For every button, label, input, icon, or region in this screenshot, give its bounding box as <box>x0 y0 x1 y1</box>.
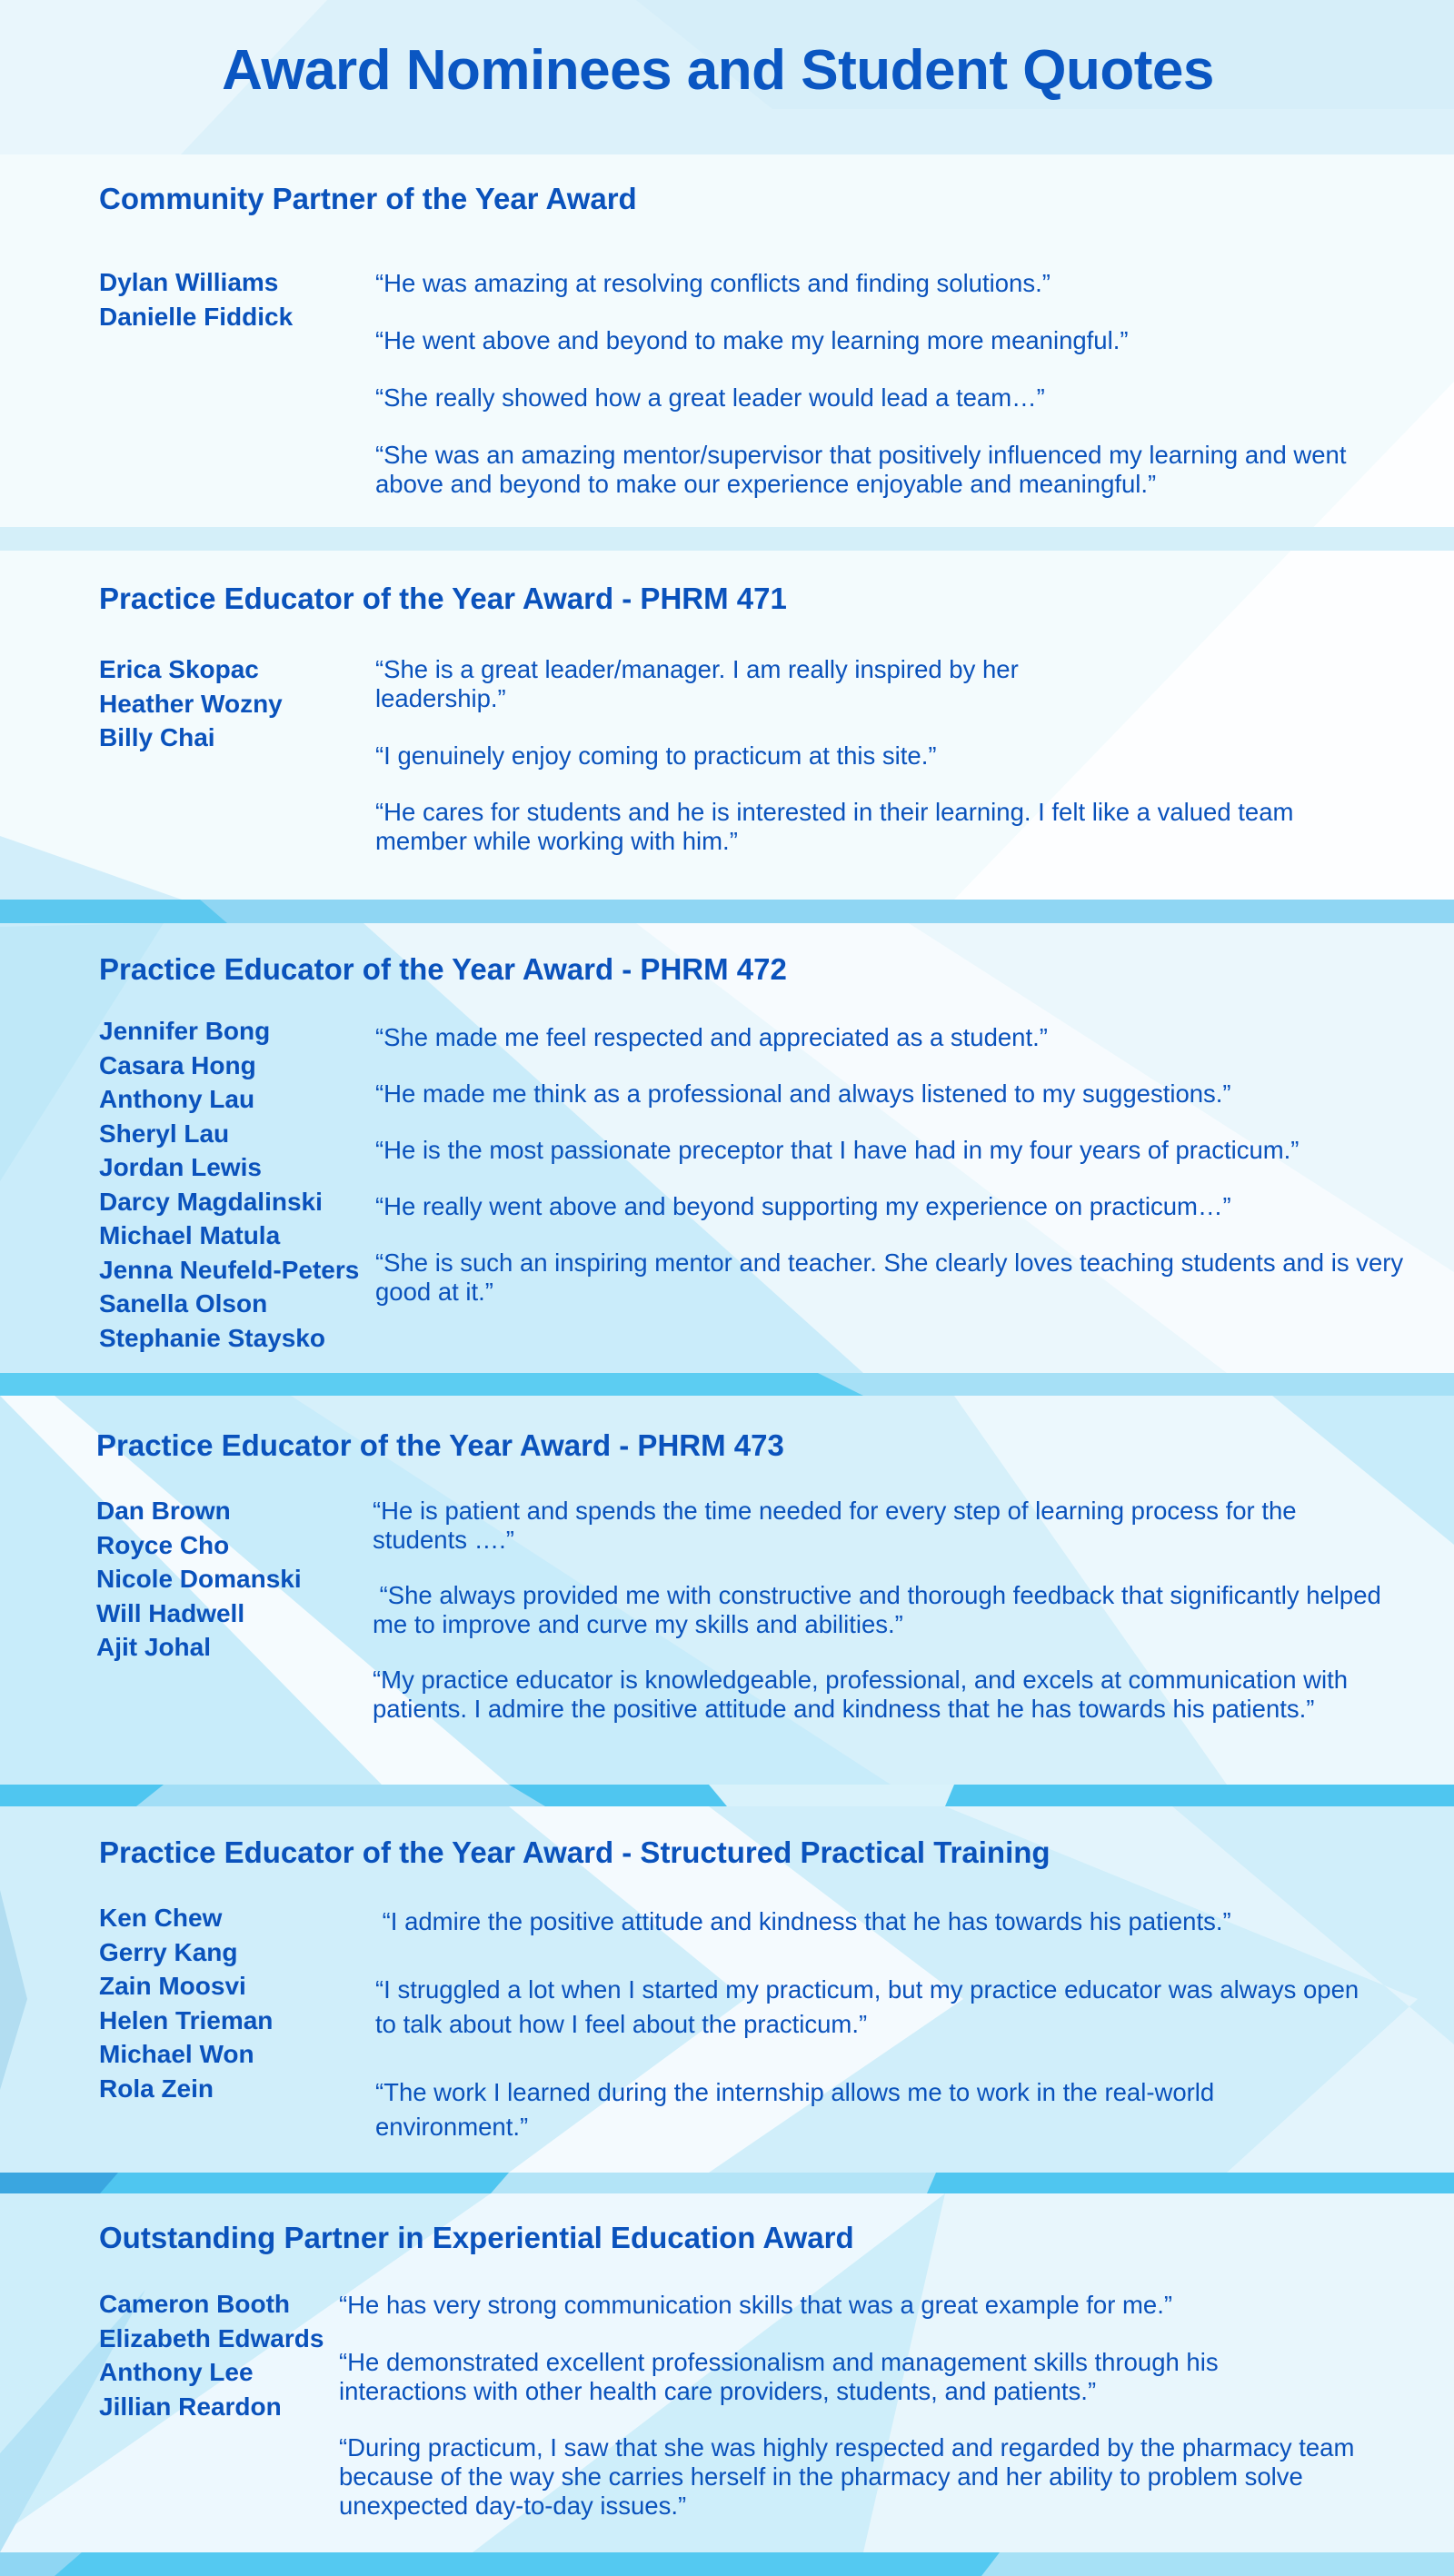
nominee-name: Elizabeth Edwards <box>99 2323 324 2352</box>
nominee-name: Jennifer Bong <box>99 1017 271 1045</box>
student-quote: “She made me feel respected and appreciated as a student.” <box>375 1023 1048 1051</box>
nominee-name: Cameron Booth <box>99 2290 290 2318</box>
award-section-structured-practical-training <box>0 1806 1454 2173</box>
nominee-name: Michael Matula <box>99 1221 281 1249</box>
student-quote: “He is the most passionate preceptor that I have had in my four years of practicum.” <box>375 1136 1300 1164</box>
section-title: Outstanding Partner in Experiential Education Award <box>99 2221 854 2254</box>
page-title: Award Nominees and Student Quotes <box>222 39 1214 102</box>
nominee-name: Rola Zein <box>99 2074 214 2103</box>
nominee-name: Sheryl Lau <box>99 1119 230 1148</box>
student-quote: “She is a great leader/manager. I am really inspired by her leadership.” <box>375 655 1019 712</box>
nominee-name: Jillian Reardon <box>99 2392 282 2421</box>
nominee-list <box>99 2287 324 2423</box>
nominee-name: Stephanie Staysko <box>99 1323 325 1352</box>
section-title: Community Partner of the Year Award <box>99 182 637 215</box>
nominee-name: Anthony Lau <box>99 1085 255 1113</box>
section-title: Practice Educator of the Year Award - Structured Practical Training <box>99 1835 1051 1869</box>
section-title: Practice Educator of the Year Award - PHRM 471 <box>99 582 787 615</box>
nominee-name: Gerry Kang <box>99 1937 238 1966</box>
nominee-name: Casara Hong <box>99 1050 256 1079</box>
nominee-name: Sanella Olson <box>99 1289 268 1318</box>
award-section-outstanding-partner <box>0 2193 1454 2552</box>
student-quote: “He really went above and beyond supporting my experience on practicum…” <box>375 1192 1231 1220</box>
award-section-phrm-472 <box>0 923 1454 1373</box>
nominee-name: Danielle Fiddick <box>99 302 294 331</box>
student-quote: “She really showed how a great leader would lead a team…” <box>375 383 1045 412</box>
nominee-name: Zain Moosvi <box>99 1972 246 2000</box>
student-quote: “He was amazing at resolving conflicts and finding solutions.” <box>375 269 1051 297</box>
section-title: Practice Educator of the Year Award - PHRM 473 <box>96 1428 784 1462</box>
student-quote: “She always provided me with constructive and thorough feedback that significantly helped me to improve and curve my skills and abilities.” <box>373 1581 1389 1638</box>
nominee-name: Michael Won <box>99 2040 254 2068</box>
award-section-phrm-471 <box>0 551 1454 900</box>
nominee-name: Ajit Johal <box>96 1633 212 1661</box>
nominee-name: Jenna Neufeld-Peters <box>99 1255 360 1284</box>
nominee-name: Ken Chew <box>99 1904 223 1932</box>
student-quote: “He has very strong communication skills that was a great example for me.” <box>339 2291 1173 2319</box>
nominee-name: Erica Skopac <box>99 655 259 683</box>
student-quote: “I genuinely enjoy coming to practicum at this site.” <box>375 741 937 770</box>
nominee-list <box>99 1014 359 1355</box>
award-section-community-partner <box>0 154 1454 527</box>
nominee-list <box>96 1494 302 1665</box>
student-quote: “He is patient and spends the time needed for every step of learning process for the students ….” <box>373 1497 1297 1554</box>
section-title: Practice Educator of the Year Award - PHRM 472 <box>99 952 787 986</box>
nominee-name: Heather Wozny <box>99 689 283 718</box>
student-quote: “She was an amazing mentor/supervisor that positively influenced my learning and went above and beyond to make our experience enjoyable and meaningful.” <box>375 441 1347 498</box>
nominee-name: Darcy Magdalinski <box>99 1187 323 1216</box>
nominee-name: Nicole Domanski <box>96 1565 302 1593</box>
nominee-list <box>99 265 293 333</box>
student-quote: “My practice educator is knowledgeable, professional, and excels at communication with patients. I admire the positive attitude and kindness that he has towards his patients.” <box>373 1666 1349 1723</box>
nominee-name: Anthony Lee <box>99 2358 254 2386</box>
student-quote: “He went above and beyond to make my learning more meaningful.” <box>375 326 1129 354</box>
nominee-name: Dylan Williams <box>99 268 279 296</box>
student-quote: “I admire the positive attitude and kindness that he has towards his patients.” <box>375 1907 1231 1935</box>
nominee-name: Billy Chai <box>99 723 215 751</box>
nominee-name: Jordan Lewis <box>99 1153 262 1181</box>
nominee-name: Dan Brown <box>96 1497 231 1525</box>
student-quote: “He cares for students and he is interested in their learning. I felt like a valued team member while working with him.” <box>375 798 1294 855</box>
nominee-name: Royce Cho <box>96 1530 230 1559</box>
student-quote: “He demonstrated excellent professionalism and management skills through his interactions with other health care providers, students, and patients.” <box>339 2348 1219 2405</box>
award-section-phrm-473 <box>0 1396 1454 1785</box>
student-quote: “I struggled a lot when I started my practicum, but my practice educator was always open to talk about how I feel about the practicum.” <box>375 1975 1359 2038</box>
student-quote: “He made me think as a professional and always listened to my suggestions.” <box>375 1079 1231 1108</box>
student-quote: “During practicum, I saw that she was highly respected and regarded by the pharmacy team because of the way she carries herself in the pharmacy and her ability to problem solve unexpected day-to-day issues.” <box>339 2433 1355 2520</box>
nominee-name: Helen Trieman <box>99 2005 274 2034</box>
nominee-name: Will Hadwell <box>96 1598 245 1627</box>
student-quote: “The work I learned during the internship allows me to work in the real-world environment.” <box>375 2078 1215 2141</box>
nominee-list <box>99 1901 273 2105</box>
student-quote: “She is such an inspiring mentor and teacher. She clearly loves teaching students and is very good at it.” <box>375 1248 1404 1306</box>
nominee-list <box>99 652 283 755</box>
